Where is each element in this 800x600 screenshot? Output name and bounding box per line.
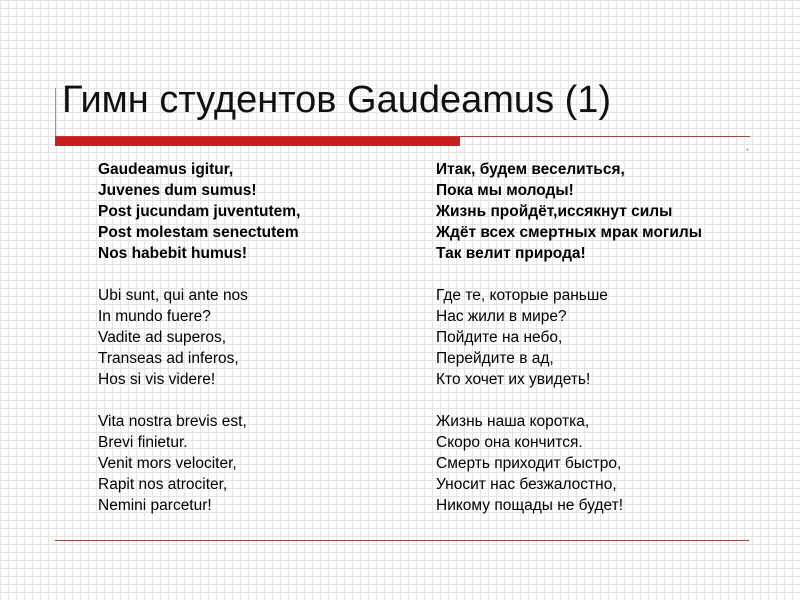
russian-line: Жизнь наша коротка,	[436, 413, 590, 430]
latin-stanza-3	[98, 411, 300, 516]
russian-line: Скоро она кончится.	[436, 434, 583, 451]
latin-line: Rapit nos atrociter,	[98, 476, 228, 493]
russian-text-column	[436, 159, 702, 537]
slide-title: Гимн студентов Gaudeamus (1)	[62, 79, 612, 121]
russian-line: Так велит природа!	[436, 245, 586, 262]
latin-line: Gaudeamus igitur,	[98, 161, 234, 178]
russian-line: Где те, которые раньше	[436, 287, 608, 304]
russian-line: Уносит нас безжалостно,	[436, 476, 617, 493]
latin-stanza-1	[98, 159, 300, 264]
bottom-divider	[55, 540, 749, 541]
latin-line: Ubi sunt, qui ante nos	[98, 287, 248, 304]
latin-line: Transeas ad inferos,	[98, 350, 239, 367]
latin-line: Post molestam senectutem	[98, 224, 299, 241]
latin-line: Vadite ad superos,	[98, 329, 227, 346]
russian-line: Кто хочет их увидеть!	[436, 371, 591, 388]
latin-line: Juvenes dum sumus!	[98, 182, 257, 199]
russian-line: Ждёт всех смертных мрак могилы	[436, 224, 702, 241]
russian-stanza-3	[436, 411, 702, 516]
russian-line: Жизнь пройдёт,иссякнут силы	[436, 203, 673, 220]
latin-line: In mundo fuere?	[98, 308, 211, 325]
russian-stanza-1	[436, 159, 702, 264]
russian-line: Пойдите на небо,	[436, 329, 563, 346]
latin-line: Vita nostra brevis est,	[98, 413, 247, 430]
latin-stanza-2	[98, 285, 300, 390]
russian-line: Смерть приходит быстро,	[436, 455, 622, 472]
latin-line: Hos si vis videre!	[98, 371, 216, 388]
russian-stanza-2	[436, 285, 702, 390]
latin-line: Brevi finietur.	[98, 434, 188, 451]
latin-line: Nos habebit humus!	[98, 245, 247, 262]
russian-line: Итак, будем веселиться,	[436, 161, 625, 178]
latin-text-column	[98, 159, 300, 537]
russian-line: Пока мы молоды!	[436, 182, 574, 199]
latin-line: Nemini parcetur!	[98, 497, 212, 514]
latin-line: Post jucundam juventutem,	[98, 203, 301, 220]
russian-line: Перейдите в ад,	[436, 350, 554, 367]
corner-mark: ▪	[746, 145, 749, 154]
title-accent-bar	[55, 137, 460, 146]
russian-line: Никому пощады не будет!	[436, 497, 624, 514]
russian-line: Нас жили в мире?	[436, 308, 567, 325]
latin-line: Venit mors velociter,	[98, 455, 237, 472]
